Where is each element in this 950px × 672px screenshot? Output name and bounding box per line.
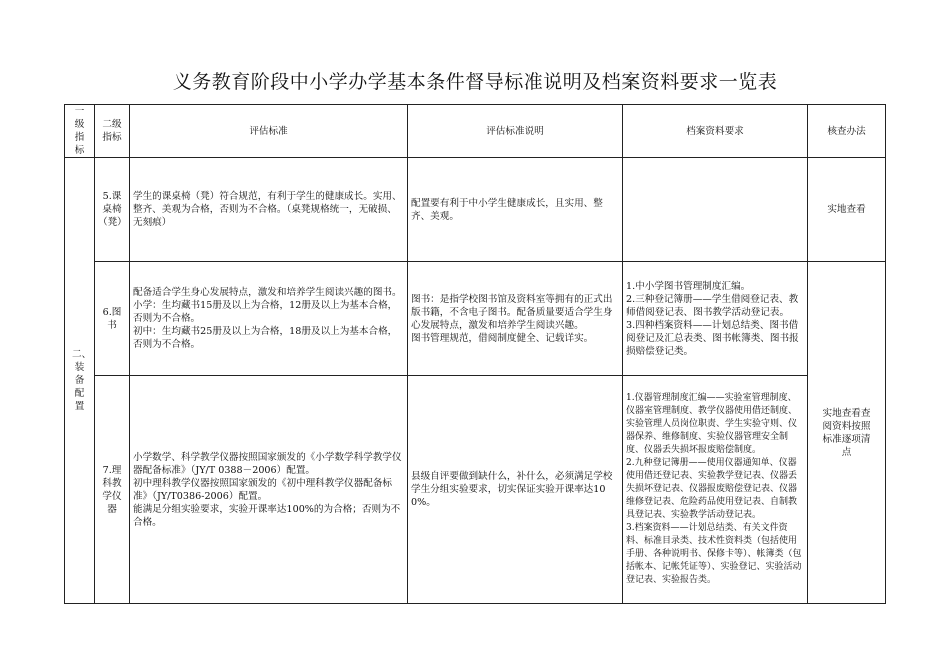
criteria-cell <box>130 262 408 376</box>
table-header-row <box>65 105 886 158</box>
archives-cell <box>623 376 808 604</box>
archives-cell <box>623 262 808 376</box>
explanation-text: 县级自评要做到缺什么，补什么，必须满足学校学生分组实验要求，切实保证实验开课率达100%。 <box>411 471 613 508</box>
explanation-cell <box>408 262 623 376</box>
level2-cell: 6.图书 <box>95 262 130 376</box>
level2-cell: 7.理科教学仪器 <box>95 376 130 604</box>
table-row <box>65 376 886 604</box>
header-explanation: 评估标准说明 <box>408 105 623 158</box>
header-archives: 档案资料要求 <box>623 105 808 158</box>
header-level2: 二级指标 <box>95 105 130 158</box>
criteria-text: 初中：生均藏书25册及以上为合格，18册及以上为基本合格，否则为不合格。 <box>133 326 398 350</box>
criteria-text: 小学数学、科学教学仪器按照国家颁发的《小学数学科学教学仪器配备标准》（JY/T 0388－2006）配置。 <box>133 451 402 476</box>
explanation-cell <box>408 376 623 604</box>
explanation-text: 图书：是指学校图书馆及资料室等拥有的正式出版书籍，不含电子图书。配备质量要适合学生身心发展特点，激发和培养学生阅读兴趣。 <box>411 293 613 331</box>
criteria-text: 能满足分组实验要求，实验开课率达100%的为合格；否则为不合格。 <box>133 503 401 528</box>
criteria-cell <box>130 376 408 604</box>
table-row <box>65 158 886 262</box>
table-row <box>65 262 886 376</box>
header-level1: 一级指标 <box>65 105 95 158</box>
criteria-text: 初中理科教学仪器按照国家颁发的《初中理科教学仪器配备标准》（JY/T0386-2006）配置。 <box>133 477 393 502</box>
criteria-text: 配备适合学生身心发展特点，激发和培养学生阅读兴趣的图书。 <box>133 287 402 298</box>
level2-cell: 5.课桌椅（凳） <box>95 158 130 262</box>
archives-text: 3.档案资料——计划总结类、有关文件资料、标准目录类、技术性资料类（包括使用手册、各种说明书、保修卡等）、帐簿类（包括帐本、记帐凭证等）、实验登记、实验活动登记表、实验报告类。 <box>626 523 802 585</box>
archives-cell <box>623 158 808 262</box>
criteria-cell <box>130 158 408 262</box>
header-criteria: 评估标准 <box>130 105 408 158</box>
explanation-text: 配置要有利于中小学生健康成长，且实用、整齐、美观。 <box>411 197 603 222</box>
shared-method-text: 实地查看查阅资料按照标准逐项清点 <box>822 407 871 458</box>
archives-text: 1.中小学图书管理制度汇编。 <box>626 280 751 292</box>
method-cell: 实地查看 <box>808 158 886 262</box>
explanation-text: 图书管理规范，借阅制度健全、记载详实。 <box>411 332 594 344</box>
archives-text: 2.三种登记簿册——学生借阅登记表、教师借阅登记表、图书教学活动登记表。 <box>626 293 799 318</box>
level1-cell: 二、装备配置 <box>65 158 95 604</box>
page-title: 义务教育阶段中小学办学基本条件督导标准说明及档案资料要求一览表 <box>172 71 778 93</box>
criteria-text: 学生的课桌椅（凳）符合规范，有利于学生的健康成长。实用、整齐、美观为合格，否则为不合格。（桌凳规格统一，无破损、无刻痕） <box>133 191 402 228</box>
archives-text: 1.仪器管理制度汇编——实验室管理制度、仪器室管理制度、教学仪器使用借还制度、实验管理人员岗位职责、学生实验守则、仪器保养、维修制度、实验仪器管理安全制度、仪器丢失损坏报废赔偿制度。 <box>626 393 798 455</box>
archives-text: 2.九种登记簿册——使用仪器通知单、仪器使用借还登记表、实验教学登记表、仪器丢失损坏登记表、仪器报废赔偿登记表、仪器维修登记表、危险药品使用登记表、自制教具登记表、实验教学活动登记表。 <box>626 458 798 520</box>
archives-text: 3.四种档案资料——计划总结类、图书借阅登记及汇总表类、图书帐簿类、图书报损赔偿登记类。 <box>626 319 799 357</box>
criteria-text: 小学：生均藏书15册及以上为合格，12册及以上为基本合格，否则为不合格。 <box>133 300 398 324</box>
standards-table <box>64 104 886 604</box>
explanation-cell <box>408 158 623 262</box>
header-method: 核查办法 <box>808 105 886 158</box>
method-cell <box>808 262 886 604</box>
